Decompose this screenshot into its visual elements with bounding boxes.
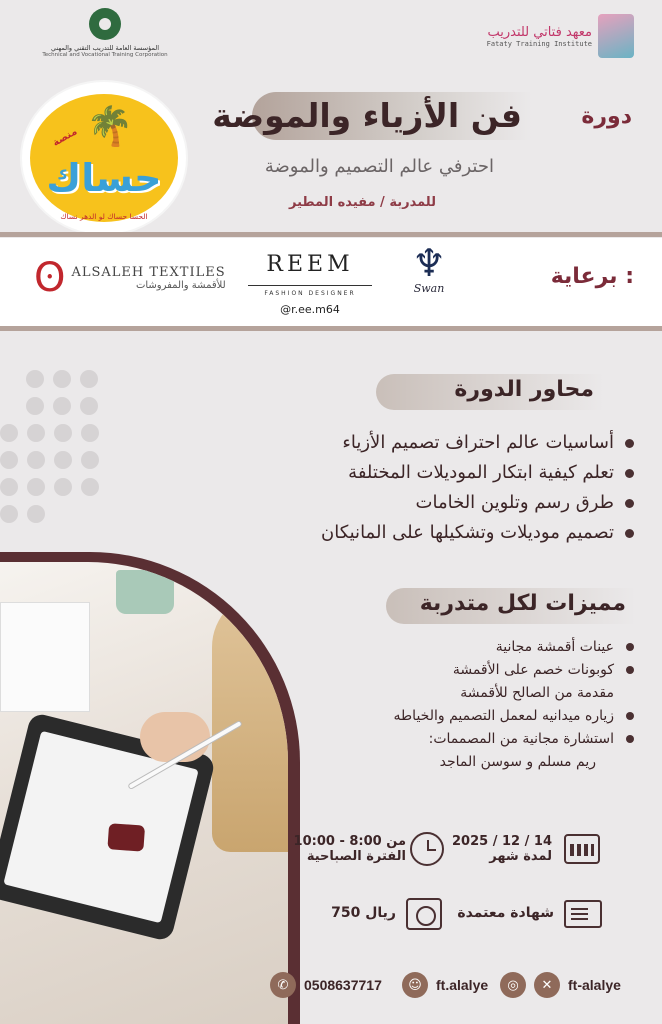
alsaleh-logo (34, 255, 226, 301)
hasak-platform-label: منصة (51, 126, 80, 149)
reem-logo (248, 252, 372, 316)
hair-shape (212, 592, 288, 852)
alsaleh-mark-icon: ʘ (34, 255, 66, 301)
axes-list (196, 428, 636, 548)
list-item: طرق رسم وتلوين الخامات (196, 488, 636, 518)
hasak-badge (22, 82, 186, 234)
tvtc-name-en: Technical and Vocational Training Corporation (42, 52, 168, 59)
reem-handle: @r.ee.m64 (280, 303, 340, 316)
reem-divider (248, 285, 372, 286)
time-info (294, 834, 406, 864)
sponsors-label: برعاية : (550, 264, 634, 289)
phone-contact[interactable] (270, 972, 382, 998)
palm-tree-icon: 🌴 (86, 104, 134, 148)
phone-icon: ✆ (270, 972, 296, 998)
dress-sketch (107, 823, 145, 851)
course-label: دورة (581, 104, 632, 129)
swan-name: Swan (413, 282, 445, 295)
list-item: زياره ميدانيه لمعمل التصميم والخياطه (286, 705, 636, 728)
phone-number[interactable]: 0508637717 (304, 977, 382, 993)
designers-names: ريم مسلم و سوسن الماجد (439, 754, 596, 770)
course-date: 14 / 12 / 2025 (452, 834, 552, 849)
decorative-dots (26, 370, 102, 415)
axes-title: محاور الدورة (454, 377, 594, 402)
date-info (452, 834, 552, 864)
cup-shape (116, 570, 174, 614)
snapchat-handle[interactable]: ft.alalye (436, 977, 489, 993)
course-title: فن الأزياء والموضة (212, 96, 522, 135)
course-subtitle: احترفي عالم التصميم والموضة (264, 156, 494, 177)
alsaleh-name-en: ALSALEH TEXTILES (71, 265, 226, 280)
fataty-logo (487, 14, 634, 58)
snapchat-contact[interactable] (402, 972, 488, 998)
institute-name-en: Fataty Training Institute (486, 39, 592, 48)
calendar-icon (564, 834, 600, 864)
swan-icon: ♆ (411, 241, 447, 285)
bottom-divider (0, 326, 662, 331)
hasak-tagline: الحسا حساك لو الدهر نساك (60, 212, 148, 221)
paper-shape (0, 602, 90, 712)
features-title: مميزات لكل متدربة (419, 591, 626, 616)
tvtc-name-ar: المؤسسة العامة للتدريب التقني والمهني (50, 44, 160, 52)
list-item: أساسيات عالم احتراف تصميم الأزياء (196, 428, 636, 458)
social-handle[interactable]: ft-alalye (568, 977, 621, 993)
list-item: استشارة مجانية من المصممات: (286, 728, 636, 751)
list-item: عينات أقمشة مجانية (286, 636, 636, 659)
designer-photo (0, 562, 288, 1024)
swan-logo (398, 241, 460, 295)
course-price: 750 ريال (331, 905, 396, 921)
hasak-wordmark: حساك (46, 156, 162, 200)
fataty-emblem-icon (598, 14, 634, 58)
tvtc-emblem-icon (89, 8, 121, 40)
money-icon (406, 898, 442, 930)
tvtc-logo (40, 8, 170, 60)
list-item-continuation: مقدمة من الصالح للأقمشة (460, 685, 614, 701)
course-time: من 8:00 - 10:00 (293, 834, 406, 849)
decorative-dots-left (0, 424, 50, 523)
course-duration: لمدة شهر (489, 849, 552, 864)
x-icon[interactable]: ✕ (534, 972, 560, 998)
course-period: الفترة الصباحية (306, 849, 406, 864)
list-item: تصميم موديلات وتشكيلها على المانيكان (196, 518, 636, 548)
institute-name-ar: معهد فتاتي للتدريب (487, 24, 592, 40)
hand-shape (140, 712, 210, 762)
certificate-icon (564, 900, 602, 928)
social-contact[interactable] (500, 972, 621, 998)
top-divider (0, 232, 662, 237)
reem-name: REEM (266, 252, 354, 277)
reem-subtitle: FASHION DESIGNER (264, 290, 356, 297)
certificate-label: شهادة معتمدة (457, 905, 554, 921)
list-item: تعلم كيفية ابتكار الموديلات المختلفة (196, 458, 636, 488)
alsaleh-name-ar: للأقمشة والمفروشات (135, 280, 226, 291)
trainer-name: للمدربة / مفيده المطير (289, 195, 436, 210)
features-list (286, 636, 636, 774)
instagram-icon[interactable]: ◎ (500, 972, 526, 998)
clock-icon (410, 832, 444, 866)
list-item: كوبونات خصم على الأقمشة (286, 659, 636, 682)
decorative-dots-middle (54, 424, 104, 496)
snapchat-icon: ☺ (402, 972, 428, 998)
